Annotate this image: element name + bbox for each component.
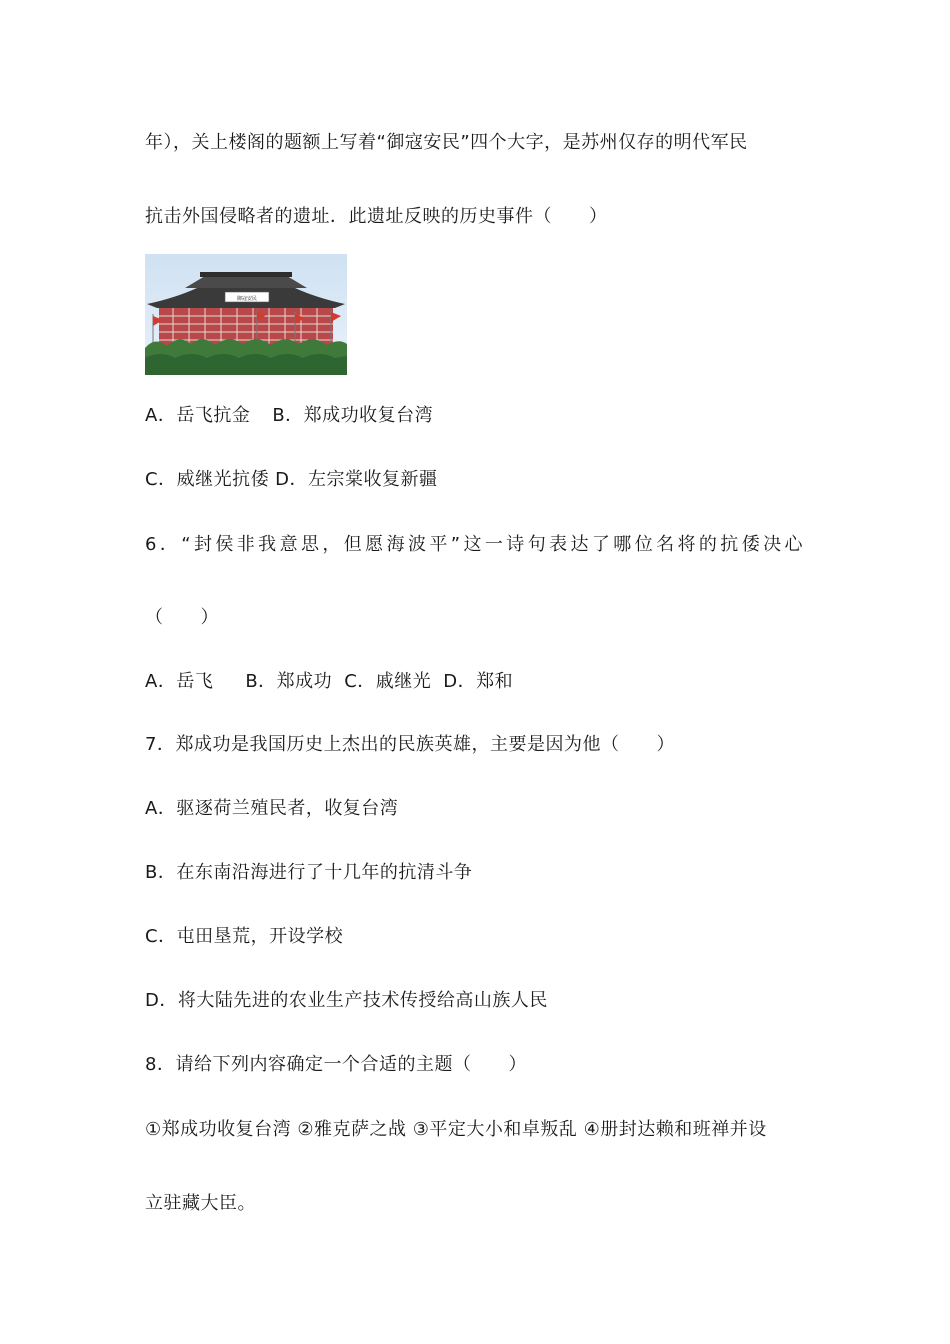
pavilion-sign-text: 御寇安民 bbox=[236, 296, 258, 302]
q6-option-d[interactable]: D．郑和 bbox=[443, 671, 514, 692]
q6-option-b[interactable]: B．郑成功 bbox=[245, 671, 333, 692]
q6-option-a[interactable]: A．岳飞 bbox=[145, 671, 214, 692]
q5-options-line1 bbox=[145, 404, 433, 428]
q5-option-a[interactable]: A．岳飞抗金 bbox=[145, 405, 251, 426]
q5-option-d[interactable]: D．左宗棠收复新疆 bbox=[275, 469, 438, 490]
q6-options bbox=[145, 670, 513, 694]
q8-items-line2: 立驻藏大臣。 bbox=[145, 1193, 256, 1214]
q5-options-line2 bbox=[145, 468, 437, 492]
q6-stem-line2: （ ） bbox=[145, 607, 219, 628]
q8-items-line1: ①郑成功收复台湾 ②雅克萨之战 ③平定大小和卓叛乱 ④册封达赖和班禅并设 bbox=[145, 1119, 767, 1140]
q7-option-c[interactable]: C．屯田垦荒，开设学校 bbox=[145, 926, 344, 947]
q8-stem: 8．请给下列内容确定一个合适的主题（ ） bbox=[145, 1054, 527, 1075]
q7-option-b[interactable]: B．在东南沿海进行了十几年的抗清斗争 bbox=[145, 862, 473, 883]
q5-pavilion-photo bbox=[145, 254, 347, 375]
q6-stem-line1: 6．“封侯非我意思，但愿海波平”这一诗句表达了哪位名将的抗倭决心 bbox=[145, 534, 806, 555]
q5-stem-line2: 抗击外国侵略者的遗址．此遗址反映的历史事件（ ） bbox=[145, 206, 608, 227]
q6-option-c[interactable]: C．戚继光 bbox=[344, 671, 432, 692]
q7-option-d[interactable]: D．将大陆先进的农业生产技术传授给高山族人民 bbox=[145, 990, 548, 1011]
q7-option-a[interactable]: A．驱逐荷兰殖民者，收复台湾 bbox=[145, 798, 399, 819]
q7-stem: 7．郑成功是我国历史上杰出的民族英雄，主要是因为他（ ） bbox=[145, 734, 675, 755]
q5-option-c[interactable]: C．威继光抗倭 bbox=[145, 469, 270, 490]
q5-stem-line1: 年），关上楼阁的题额上写着“御寇安民”四个大字，是苏州仅存的明代军民 bbox=[145, 132, 748, 153]
q5-option-b[interactable]: B．郑成功收复台湾 bbox=[272, 405, 434, 426]
